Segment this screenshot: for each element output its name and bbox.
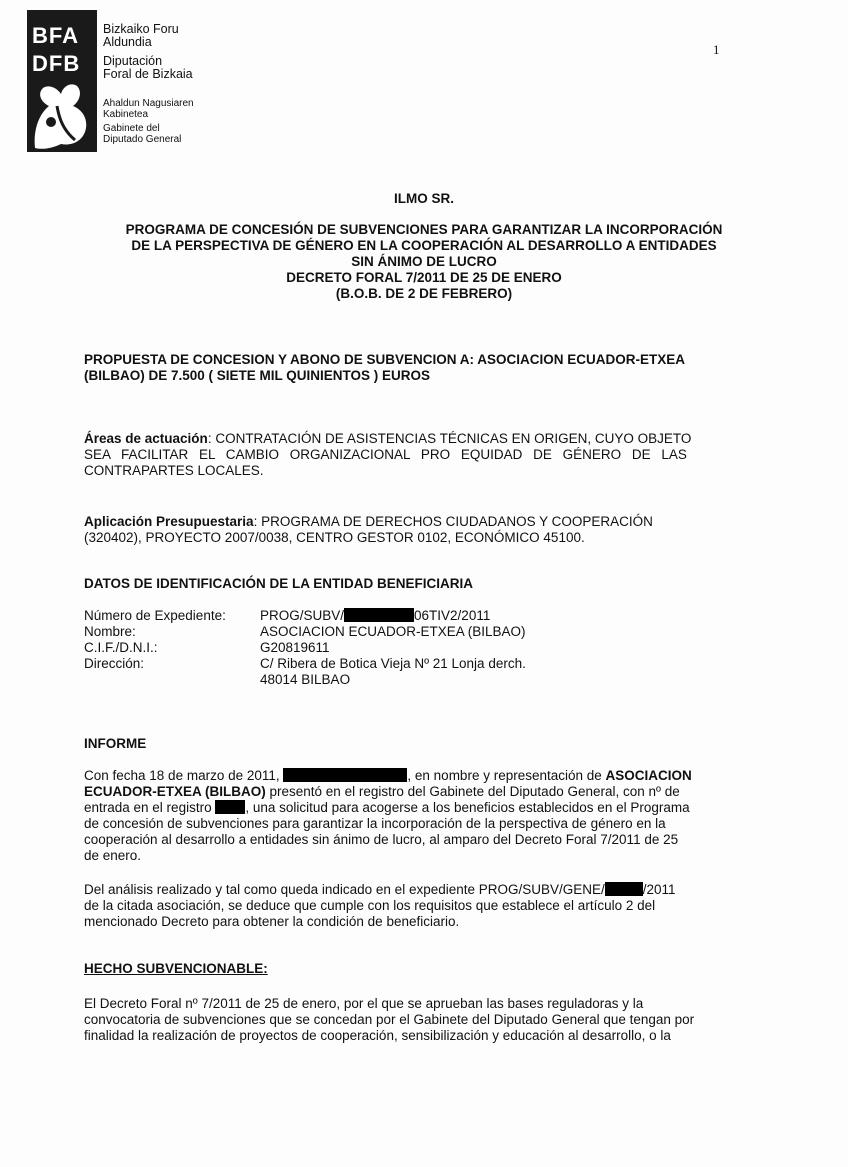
hecho-line-3: finalidad la realización de proyectos de cooperación, sensibilización y educación al desarrollo, o la — [84, 1028, 671, 1043]
title-line-2: DE LA PERSPECTIVA DE GÉNERO EN LA COOPERACIÓN AL DESARROLLO A ENTIDADES — [131, 238, 717, 253]
beneficiary-heading: DATOS DE IDENTIFICACIÓN DE LA ENTIDAD BENEFICIARIA — [84, 576, 474, 591]
hecho-heading: HECHO SUBVENCIONABLE: — [84, 961, 268, 976]
expediente-value-post: 06TIV2/2011 — [414, 608, 491, 623]
logo-mark-bottom: DFB — [32, 51, 81, 76]
org-name-spanish-2: Foral de Bizkaia — [103, 67, 193, 82]
redaction-box — [605, 882, 643, 896]
logo-mark-top: BFA — [32, 23, 79, 48]
informe-p1-line-2 — [84, 784, 716, 800]
row-value: C/ Ribera de Botica Vieja Nº 21 Lonja derch. — [260, 656, 526, 671]
informe-text: Del análisis realizado y tal como queda indicado en el expediente PROG/SUBV/GENE/ — [84, 882, 605, 897]
redaction-box — [215, 800, 245, 814]
informe-p2-line-1 — [84, 882, 716, 898]
row-value: G20819611 — [260, 640, 330, 655]
hecho-line-1: El Decreto Foral nº 7/2011 de 25 de enero, por el que se aprueban las bases reguladoras y la — [84, 996, 644, 1011]
title-line-5: (B.O.B. DE 2 DE FEBRERO) — [335, 286, 513, 301]
informe-text: /2011 — [642, 882, 676, 897]
redaction-box — [283, 768, 407, 782]
areas-text-3: CONTRAPARTES LOCALES. — [84, 463, 264, 478]
dept-spanish-2: Diputado General — [103, 133, 182, 145]
title-line-3: SIN ÁNIMO DE LUCRO — [351, 254, 497, 269]
redaction-box — [344, 608, 414, 622]
informe-text: Con fecha 18 de marzo de 2011, — [84, 768, 280, 783]
areas-text-1: : CONTRATACIÓN DE ASISTENCIAS TÉCNICAS EN ORIGEN, CUYO OBJETO — [207, 431, 692, 446]
row-label: Nombre: — [84, 624, 136, 639]
expediente-value-pre: PROG/SUBV/ — [260, 608, 345, 623]
budget-text-1: : PROGRAMA DE DERECHOS CIUDADANOS Y COOPERACIÓN — [253, 514, 653, 529]
proposal-line-2: (BILBAO) DE 7.500 ( SIETE MIL QUINIENTOS ) EUROS — [84, 368, 431, 383]
row-value: 48014 BILBAO — [260, 672, 351, 687]
addressee: ILMO SR. — [394, 191, 454, 206]
row-label: C.I.F./D.N.I.: — [84, 640, 158, 655]
row-label: Número de Expediente: — [84, 608, 226, 623]
areas-text-2: SEA FACILITAR EL CAMBIO ORGANIZACIONAL PRO EQUIDAD DE GÉNERO DE LAS — [84, 447, 687, 462]
informe-p1-line-1 — [84, 768, 716, 784]
org-name-spanish-1: Diputación — [103, 54, 163, 69]
dept-spanish-1: Gabinete del — [103, 123, 160, 134]
dept-basque-1: Ahaldun Nagusiaren — [103, 98, 194, 109]
budget-line-1 — [84, 514, 716, 530]
informe-p1-line-4: de concesión de subvenciones para garantizar la incorporación de la perspectiva de género en la — [84, 816, 666, 831]
org-name-basque-2: Aldundia — [103, 35, 152, 50]
row-label: Dirección: — [84, 656, 145, 671]
hecho-line-2: convocatoria de subvenciones que se concedan por el Gabinete del Diputado General que tengan por — [84, 1012, 695, 1027]
informe-text: , una solicitud para acogerse a los beneficios establecidos en el Programa — [245, 800, 690, 815]
informe-bold-text: ASOCIACION — [605, 768, 692, 783]
informe-p1-line-3 — [84, 800, 716, 816]
row-value: ASOCIACION ECUADOR-ETXEA (BILBAO) — [260, 624, 526, 639]
areas-line-1 — [84, 431, 716, 447]
informe-p1-line-5: cooperación al desarrollo a entidades sin ánimo de lucro, al amparo del Decreto Foral 7/2011 de 25 — [84, 832, 679, 847]
proposal-line-1: PROPUESTA DE CONCESION Y ABONO DE SUBVENCION A: ASOCIACION ECUADOR-ETXEA — [84, 352, 686, 367]
budget-label: Aplicación Presupuestaria — [84, 514, 254, 529]
informe-text: presentó en el registro del Gabinete del Diputado General, con nº de — [269, 784, 680, 799]
informe-p1-line-6: de enero. — [84, 848, 142, 863]
page-number: 1 — [713, 42, 720, 57]
informe-bold-text: ECUADOR-ETXEA (BILBAO) — [84, 784, 266, 799]
title-line-4: DECRETO FORAL 7/2011 DE 25 DE ENERO — [286, 270, 562, 285]
areas-label: Áreas de actuación — [84, 431, 208, 446]
budget-text-2: (320402), PROYECTO 2007/0038, CENTRO GESTOR 0102, ECONÓMICO 45100. — [84, 530, 585, 545]
informe-text: , en nombre y representación de — [407, 768, 602, 783]
informe-p2-line-2: de la citada asociación, se deduce que cumple con los requisitos que establece el artículo 2 del — [84, 898, 656, 913]
informe-p2-line-3: mencionado Decreto para obtener la condición de beneficiario. — [84, 914, 460, 929]
informe-text: entrada en el registro — [84, 800, 212, 815]
org-name-basque-1: Bizkaiko Foru — [103, 22, 179, 36]
title-line-1: PROGRAMA DE CONCESIÓN DE SUBVENCIONES PARA GARANTIZAR LA INCORPORACIÓN — [125, 222, 723, 237]
informe-heading: INFORME — [84, 736, 147, 751]
dept-basque-2: Kabinetea — [103, 108, 149, 120]
